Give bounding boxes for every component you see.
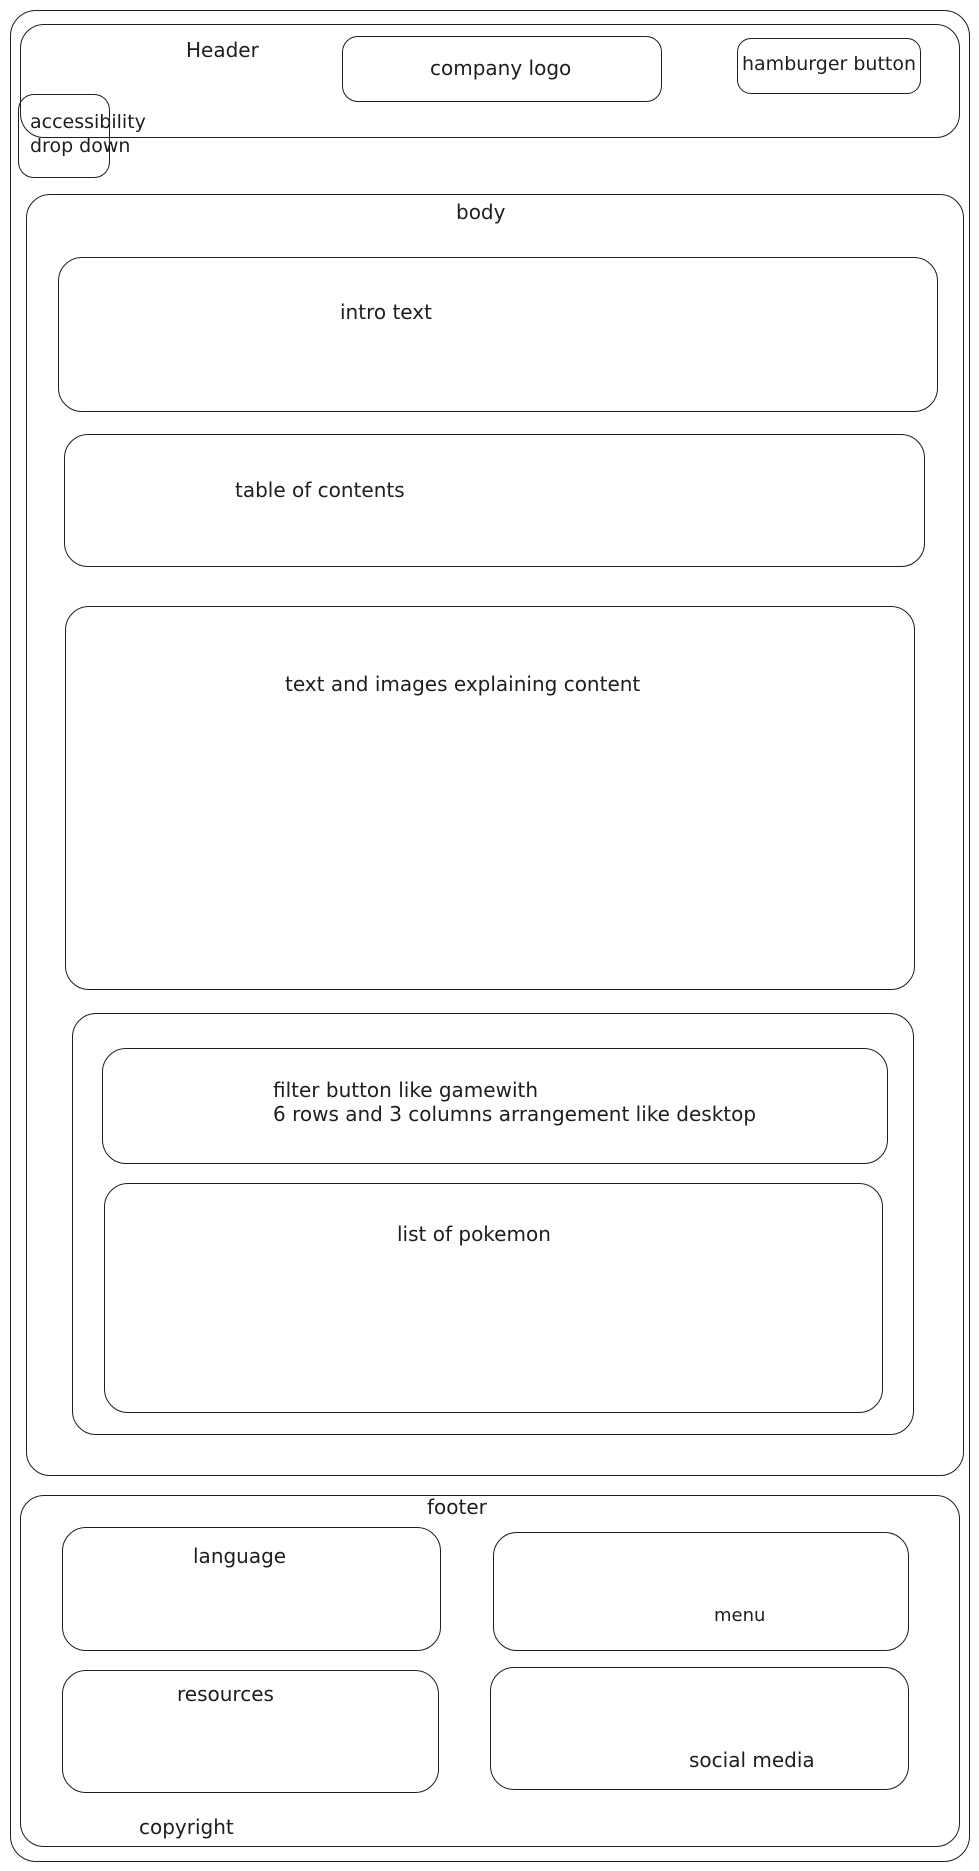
resources-label: resources: [177, 1682, 274, 1706]
header-title: Header: [186, 38, 259, 62]
menu-box[interactable]: [493, 1532, 909, 1651]
table-of-contents-label: table of contents: [235, 478, 405, 502]
company-logo-label: company logo: [430, 56, 572, 80]
content-section-label: text and images explaining content: [285, 672, 641, 696]
menu-label: menu: [714, 1605, 766, 1626]
intro-text-box: [58, 257, 938, 412]
language-label: language: [193, 1544, 287, 1568]
pokemon-list-label: list of pokemon: [397, 1222, 551, 1246]
pokemon-list: [104, 1183, 883, 1413]
footer-title: footer: [427, 1495, 487, 1519]
content-section: [65, 606, 915, 990]
filter-button-label: filter button like gamewith 6 rows and 3 columns arrangement like desktop: [273, 1078, 757, 1126]
body-title: body: [456, 200, 506, 224]
accessibility-dropdown-label: accessibility drop down: [30, 111, 146, 157]
intro-text-label: intro text: [340, 300, 432, 324]
table-of-contents[interactable]: [64, 434, 925, 567]
hamburger-button-label: hamburger button: [742, 53, 917, 75]
copyright-label: copyright: [139, 1815, 234, 1839]
social-media-label: social media: [689, 1748, 815, 1772]
